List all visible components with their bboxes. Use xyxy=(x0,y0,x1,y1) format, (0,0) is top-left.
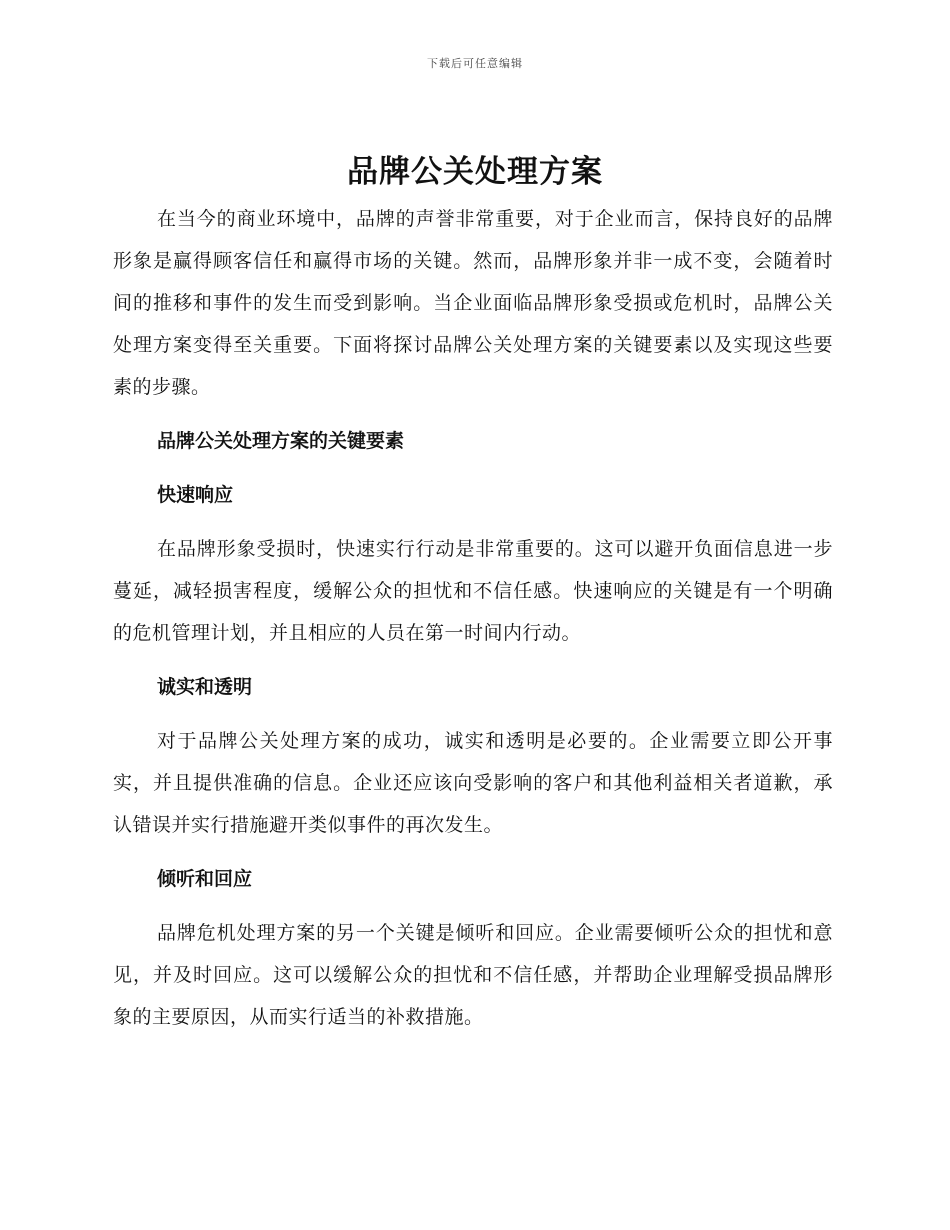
subsection-paragraph-honesty: 对于品牌公关处理方案的成功，诚实和透明是必要的。企业需要立即公开事实，并且提供准确的信息。企业还应该向受影响的客户和其他利益相关者道歉，承认错误并实行措施避开类似事件的再次发生。 xyxy=(113,730,833,836)
document-body xyxy=(113,198,833,1038)
subsection-heading-honesty: 诚实和透明 xyxy=(157,676,253,698)
subsection-heading-listening: 倾听和回应 xyxy=(157,868,253,890)
subsection-heading-quick-response: 快速响应 xyxy=(157,484,234,506)
document-title: 品牌公关处理方案 xyxy=(347,154,603,190)
subsection-paragraph-listening: 品牌危机处理方案的另一个关键是倾听和回应。企业需要倾听公众的担忧和意见，并及时回应。这可以缓解公众的担忧和不信任感，并帮助企业理解受损品牌形象的主要原因，从而实行适当的补救措施。 xyxy=(113,922,833,1028)
page-header: 下载后可任意编辑 xyxy=(427,57,523,70)
subsection-paragraph-quick-response: 在品牌形象受损时，快速实行行动是非常重要的。这可以避开负面信息进一步蔓延，减轻损害程度，缓解公众的担忧和不信任感。快速响应的关键是有一个明确的危机管理计划，并且相应的人员在第一时间内行动。 xyxy=(113,538,833,644)
intro-paragraph: 在当今的商业环境中，品牌的声誉非常重要，对于企业而言，保持良好的品牌形象是赢得顾客信任和赢得市场的关键。然而，品牌形象并非一成不变，会随着时间的推移和事件的发生而受到影响。当企业面临品牌形象受损或危机时，品牌公关处理方案变得至关重要。下面将探讨品牌公关处理方案的关键要素以及实现这些要素的步骤。 xyxy=(113,208,833,398)
section-heading: 品牌公关处理方案的关键要素 xyxy=(157,430,405,452)
